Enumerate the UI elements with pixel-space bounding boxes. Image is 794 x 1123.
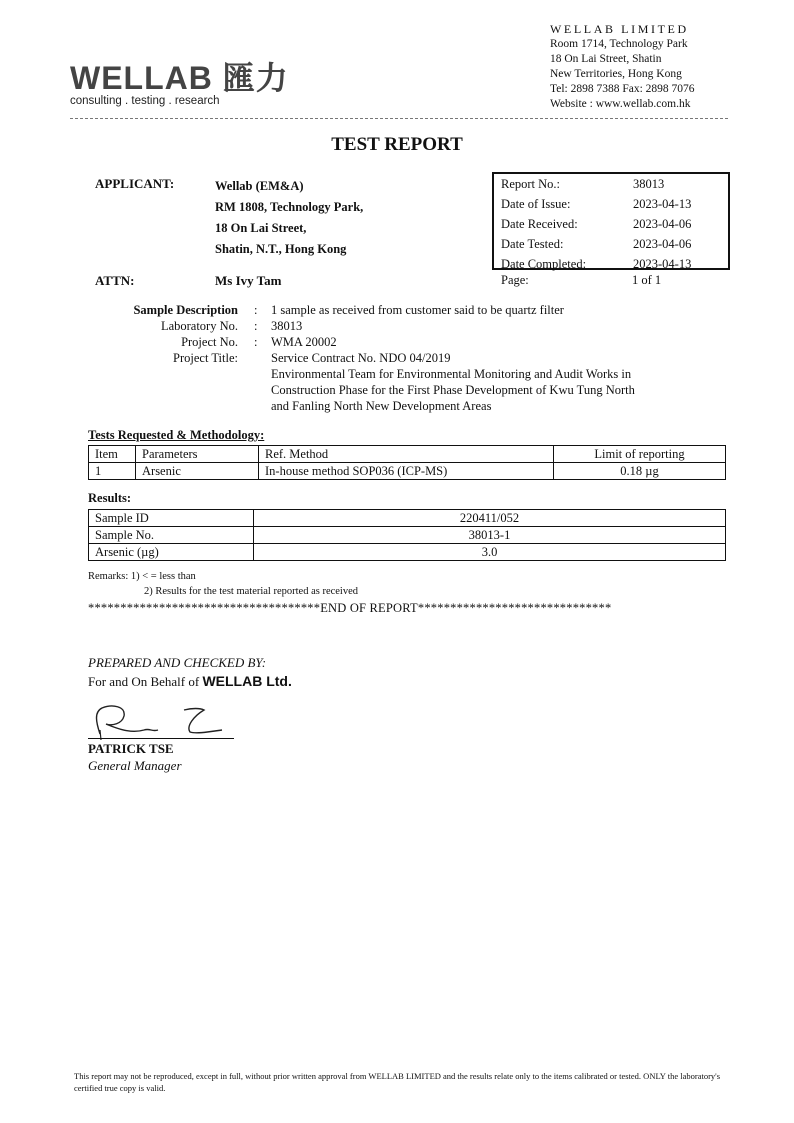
address-line: 18 On Lai Street, Shatin bbox=[550, 53, 662, 65]
table-cell: Arsenic bbox=[136, 463, 259, 480]
signature-line bbox=[88, 738, 234, 739]
table-cell: 38013-1 bbox=[254, 527, 726, 544]
info-key: Report No.: bbox=[501, 177, 561, 191]
remarks bbox=[88, 569, 358, 599]
table-cell: Sample ID bbox=[89, 510, 254, 527]
applicant-address bbox=[215, 176, 363, 260]
info-row bbox=[494, 254, 728, 274]
signer-role: General Manager bbox=[88, 758, 182, 773]
table-row bbox=[89, 544, 726, 561]
address-line: Room 1714, Technology Park bbox=[550, 38, 688, 50]
remark-line: 2) Results for the test material reported as received bbox=[144, 586, 358, 597]
sample-desc-value: 1 sample as received from customer said to be quartz filter bbox=[271, 303, 564, 317]
remark-line: Remarks: 1) < = less than bbox=[88, 571, 196, 582]
applicant-label: APPLICANT: bbox=[95, 176, 175, 191]
page-indicator bbox=[501, 273, 662, 288]
info-key: Date Tested: bbox=[501, 237, 564, 251]
table-cell: 220411/052 bbox=[254, 510, 726, 527]
info-row bbox=[494, 194, 728, 214]
applicant-line: RM 1808, Technology Park, bbox=[215, 200, 364, 214]
page-label: Page: bbox=[501, 273, 529, 287]
tel-fax: Tel: 2898 7388 Fax: 2898 7076 bbox=[550, 83, 695, 95]
sample-details bbox=[88, 302, 728, 414]
info-key: Date of Issue: bbox=[501, 197, 571, 211]
table-row bbox=[89, 463, 726, 480]
table-header: Ref. Method bbox=[259, 446, 554, 463]
signer-name: PATRICK TSE bbox=[88, 741, 174, 756]
applicant-line: 18 On Lai Street, bbox=[215, 221, 307, 235]
table-header-row bbox=[89, 446, 726, 463]
address-line: New Territories, Hong Kong bbox=[550, 68, 682, 80]
applicant-line: Wellab (EM&A) bbox=[215, 179, 304, 193]
results-label: Results: bbox=[88, 491, 132, 505]
info-value: 2023-04-06 bbox=[633, 217, 692, 231]
methodology-table bbox=[88, 445, 726, 480]
info-value: 2023-04-13 bbox=[633, 197, 692, 211]
table-cell: Arsenic (µg) bbox=[89, 544, 254, 561]
signature-icon bbox=[86, 700, 236, 742]
prepared-label: PREPARED AND CHECKED BY: bbox=[88, 655, 267, 670]
table-cell: 0.18 µg bbox=[554, 463, 726, 480]
applicant-line: Shatin, N.T., Hong Kong bbox=[215, 242, 347, 256]
page-value: 1 of 1 bbox=[632, 273, 662, 287]
company-name: WELLAB LIMITED bbox=[550, 22, 689, 36]
table-header: Parameters bbox=[136, 446, 259, 463]
project-title-label: Project Title: bbox=[173, 351, 238, 365]
header-divider bbox=[70, 118, 728, 119]
on-behalf-prefix: For and On Behalf of bbox=[88, 674, 203, 689]
colon: : bbox=[254, 319, 258, 333]
project-title-line: and Fanling North New Development Areas bbox=[271, 399, 492, 413]
table-cell: In-house method SOP036 (ICP-MS) bbox=[259, 463, 554, 480]
sample-desc-label: Sample Description bbox=[133, 303, 238, 317]
end-of-report: ************************************END OF REPORT****************************** bbox=[88, 601, 612, 615]
project-title-line: Environmental Team for Environmental Monitoring and Audit Works in bbox=[271, 367, 632, 381]
on-behalf-company: WELLAB Ltd. bbox=[202, 673, 292, 689]
info-value: 2023-04-06 bbox=[633, 237, 692, 251]
table-row bbox=[89, 510, 726, 527]
project-no-label: Project No. bbox=[181, 335, 238, 349]
colon: : bbox=[254, 335, 258, 349]
report-title: TEST REPORT bbox=[331, 134, 463, 155]
company-logo: WELLAB 匯力 bbox=[70, 60, 289, 96]
attn-label: ATTN: bbox=[95, 273, 135, 288]
table-header: Limit of reporting bbox=[554, 446, 726, 463]
methodology-label: Tests Requested & Methodology: bbox=[88, 428, 265, 442]
info-row bbox=[494, 234, 728, 254]
table-row bbox=[89, 527, 726, 544]
project-no-value: WMA 20002 bbox=[271, 335, 337, 349]
table-cell: 3.0 bbox=[254, 544, 726, 561]
info-row bbox=[494, 174, 728, 194]
logo-tagline: consulting . testing . research bbox=[70, 95, 220, 107]
info-value: 38013 bbox=[633, 177, 665, 191]
info-row bbox=[494, 214, 728, 234]
project-title-line: Service Contract No. NDO 04/2019 bbox=[271, 351, 451, 365]
colon: : bbox=[254, 303, 258, 317]
table-cell: Sample No. bbox=[89, 527, 254, 544]
website: Website : www.wellab.com.hk bbox=[550, 98, 691, 110]
attn-value: Ms Ivy Tam bbox=[215, 273, 282, 288]
company-address-block bbox=[550, 22, 695, 112]
results-table bbox=[88, 509, 726, 561]
table-cell: 1 bbox=[89, 463, 136, 480]
on-behalf-line bbox=[88, 673, 292, 690]
info-key: Date Received: bbox=[501, 217, 578, 231]
report-info-box bbox=[492, 172, 730, 270]
info-key: Date Completed: bbox=[501, 257, 587, 271]
table-header: Item bbox=[89, 446, 136, 463]
lab-no-value: 38013 bbox=[271, 319, 303, 333]
project-title-line: Construction Phase for the First Phase Development of Kwu Tung North bbox=[271, 383, 635, 397]
lab-no-label: Laboratory No. bbox=[160, 319, 238, 333]
footer-disclaimer: This report may not be reproduced, except in full, without prior written approval from WELLAB LIMITED and the results relate only to the items calibrated or tested. ONLY the laboratory's certified true copy is valid. bbox=[74, 1071, 721, 1093]
info-value: 2023-04-13 bbox=[633, 257, 692, 271]
